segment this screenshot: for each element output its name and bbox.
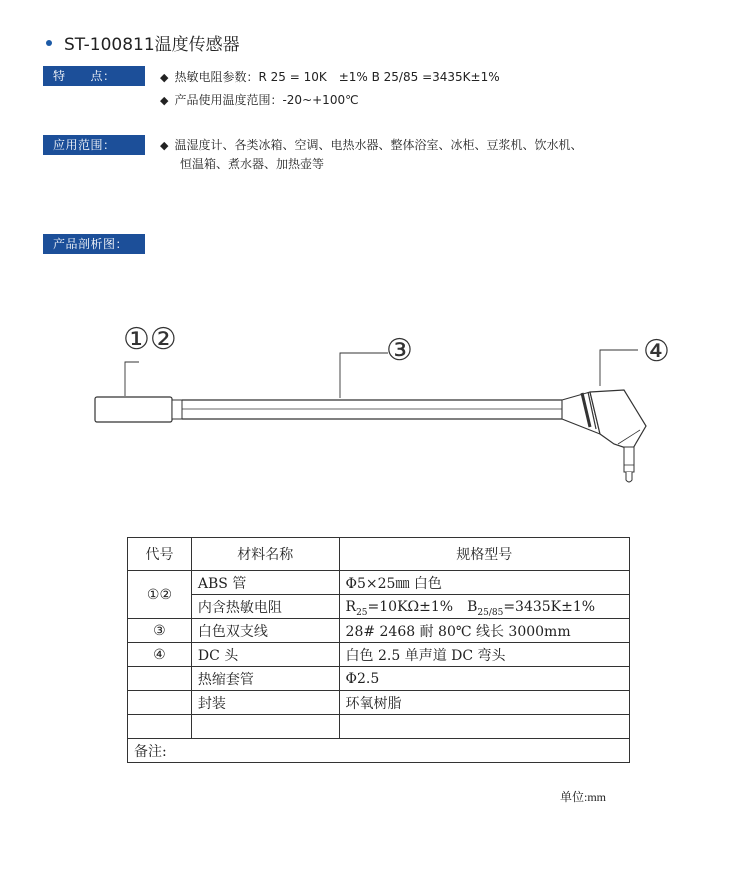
cell-spec: 白色 2.5 单声道 DC 弯头 [339,643,629,667]
unit-note: 单位:mm [560,790,607,804]
table-row [128,667,630,691]
cell-spec: Φ5×25㎜ 白色 [339,571,629,595]
cell-remark: 备注: [128,739,630,763]
cell-material: ABS 管 [191,571,339,595]
header-spec: 规格型号 [339,538,629,571]
header-code: 代号 [128,538,192,571]
cell-code [128,691,192,715]
spec-text: =10KΩ±1% B [367,598,478,615]
cell-spec [339,595,629,619]
callout-1-2: ①② [123,322,177,357]
cell-code [128,667,192,691]
cell-material: 热缩套管 [191,667,339,691]
spec-text: =3435K±1% [503,598,596,615]
table-row [128,643,630,667]
tube-collar-shape [172,400,182,419]
cell-code [128,715,192,739]
table-row [128,715,630,739]
table-row [128,571,630,595]
application-label: 应用范围： [43,135,145,155]
diamond-bullet-icon: ◆ [160,94,169,107]
cell-spec: Φ2.5 [339,667,629,691]
feature-text: 产品使用温度范围：-20~+100℃ [174,93,359,107]
feature-text: 热敏电阻参数：R 25 = 10K ±1% B 25/85 =3435K±1% [174,70,500,84]
title-text: ST-100811温度传感器 [64,35,240,55]
diamond-bullet-icon: ◆ [160,139,169,152]
table-row [128,619,630,643]
cell-spec: 环氧树脂 [339,691,629,715]
spec-table [127,537,630,763]
features-label: 特 点： [43,66,145,86]
cell-material: 内含热敏电阻 [191,595,339,619]
application-text-line2: 恒温箱、煮水器、加热壶等 [180,157,325,171]
dc-pin-shape [624,447,634,472]
diamond-bullet-icon: ◆ [160,71,169,84]
table-header-row [128,538,630,571]
cell-code: ④ [128,643,192,667]
cell-code: ①② [128,571,192,619]
diagram-label: 产品剖析图： [43,234,145,254]
application-text-line1: 温湿度计、各类冰箱、空调、电热水器、整体浴室、冰柜、豆浆机、饮水机、 [174,138,583,152]
cell-material [191,715,339,739]
table-row [128,595,630,619]
header-material: 材料名称 [191,538,339,571]
callout-4: ④ [643,334,670,369]
cell-spec: 28# 2468 耐 80℃ 线长 3000mm [339,619,629,643]
abs-tube-shape [95,397,172,422]
cell-material: DC 头 [191,643,339,667]
cell-spec [339,715,629,739]
spec-text: R [345,598,357,615]
spec-subscript: 25 [356,607,368,618]
cell-material: 白色双支线 [191,619,339,643]
cell-material: 封装 [191,691,339,715]
table-remark-row [128,739,630,763]
table-row [128,691,630,715]
dc-plug-body-shape [590,390,646,450]
cell-code: ③ [128,619,192,643]
spec-subscript: 25/85 [477,607,504,618]
callout-3: ③ [386,333,413,368]
